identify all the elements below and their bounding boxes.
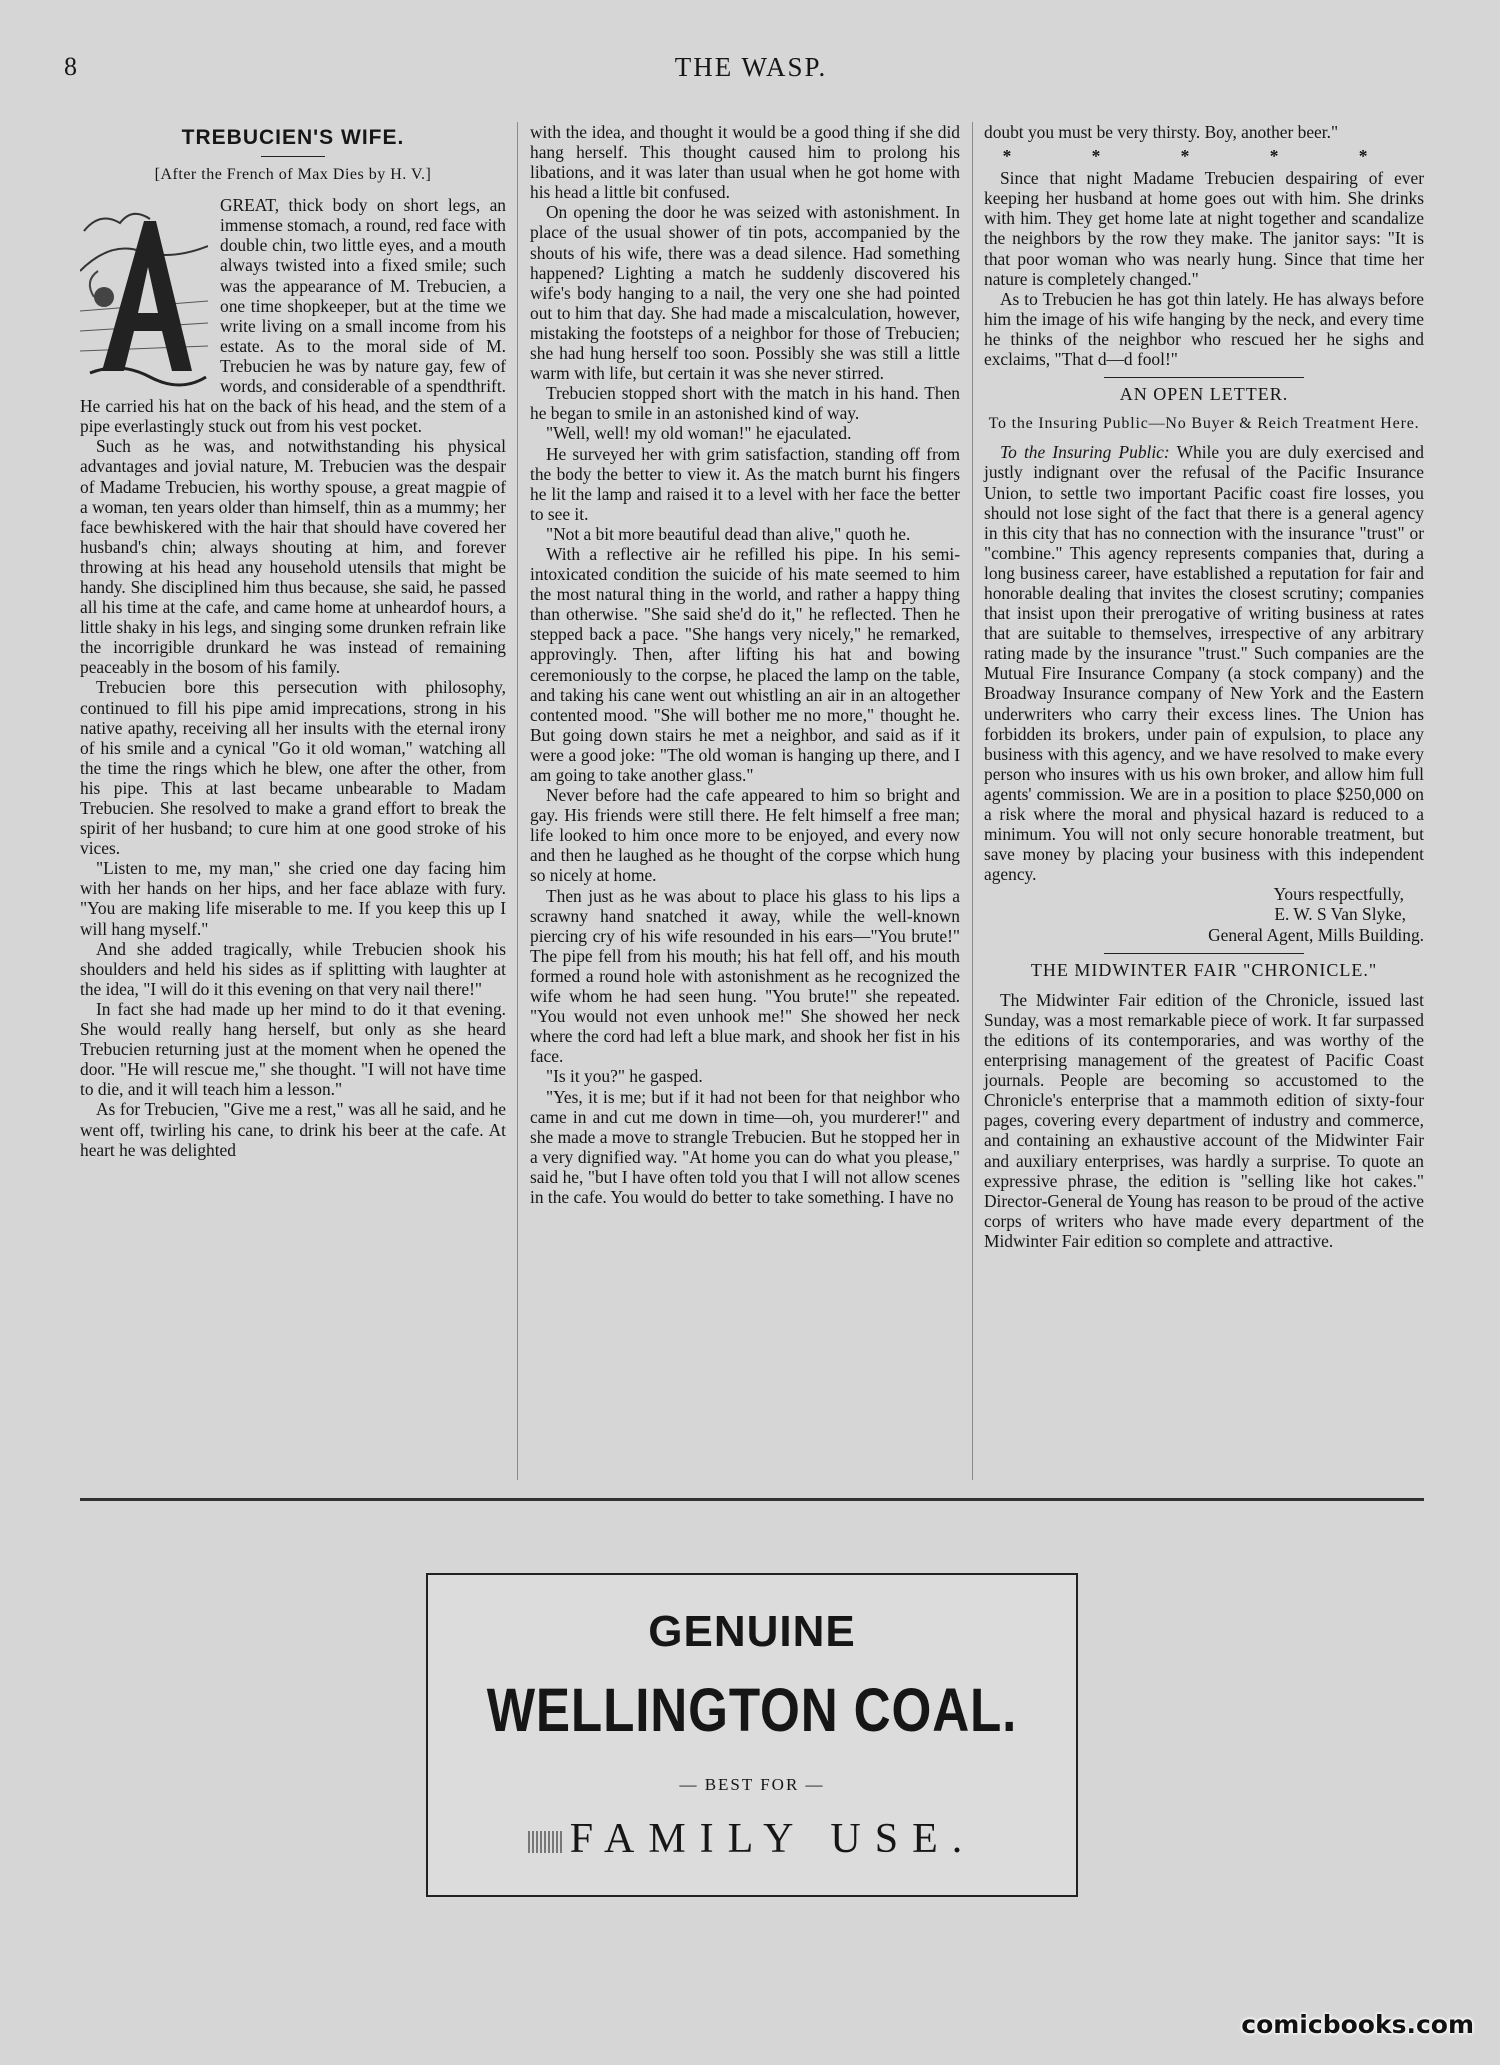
article-paragraph: On opening the door he was seized with astonishment. In place of the usual shower of tin pots, accompanied by the shouts of his wife, there was a dead silence. Had something happened? Lighting a match he suddenly discovered his wife's body hanging to a nail, the very one she had pointed out to him that day. She had made a miscalculation, however, mistaking the footsteps of a neighbor for those of Trebucien; she had hung herself too soon. Possibly she was still a little warm with life, but certain it was she never stirred. [530,202,960,384]
letter-a-icon [80,201,208,387]
midwinter-title: THE MIDWINTER FAIR "CHRONICLE." [1030,959,1378,980]
article-paragraph: GREAT, thick body on short legs, an immense stomach, a round, red face with double chin, two little eyes, and a mouth always twisted into a fixed smile; such was the appearance of M. Trebucien, a one time shopkeeper, but at the time we write living on a small income from his estate. As to the moral side of M. Trebucien he was by nature gay, few of words, and considerable of a spendthrift. He carried his hat on the back of his head, and the stem of a pipe everlastingly stuck out from his vest pocket. [80,195,506,437]
advertisement [426,1573,1078,1897]
article-paragraph: Trebucien bore this persecution with philosophy, continued to fill his pipe amid imprecations, strong in his native apathy, receiving all her insults with the eternal irony of his smile and a cynical "Go it old woman," watching all the time the rings which he blew, one after the other, from his pipe. This at last became unbearable to Madam Trebucien. She resolved to make a grand effort to break the spirit of her husband; to cure him at one good stroke of his vices. [80,677,506,859]
ad-line-genuine: GENUINE [648,1607,856,1656]
article-byline: [After the French of Max Dies by H. V.] [154,166,432,184]
article-paragraph: He surveyed her with grim satisfaction, standing off from the body the better to view it. As the match burnt his fingers he lit the lamp and raised it to a level with her face the better to see it. [530,443,960,524]
article-paragraph: Then just as he was about to place his glass to his lips a scrawny hand snatched it away, while the well-known piercing cry of his wife resounded in his ears—"You brute!" The pipe fell from his mouth; his hat fell off, and his mouth formed a round hole with astonishment as he recognized the wife whom he had seen hung. "You brute!" she repeated. "You would not even unhook me!" She showed her neck where the cord had left a blue mark, and shook her fist in his face. [530,885,960,1067]
ad-line-wellington-coal: WELLINGTON COAL. [486,1676,1018,1744]
article-paragraph: Never before had the cafe appeared to him so bright and gay. His friends were still there. He felt himself a free man; life looked to him once more to be enjoyed, and every now and then he laughed as he thought of the corpse which hung so nicely at home. [530,785,960,886]
letter-closing: Yours respectfully, [1273,884,1404,905]
article-paragraph: In fact she had made up her mind to do it that evening. She would really hang herself, but only as she heard Trebucien returning just at the moment when he opened the door. "He will rescue me," she thought. "I will not have time to die, and it will teach him a lesson." [80,998,506,1100]
article-paragraph: As to Trebucien he has got thin lately. He has always before him the image of his wife hanging by the neck, and every time he thinks of the neighbor who rescued her he sighs and exclaims, "That d—d fool!" [984,288,1424,370]
letter-body: While you are duly exercised and justly indignant over the refusal of the Pacific Insurance Union, to settle two important Pacific coast fire losses, you should not lose sight of the fact that there is a general agency in this city that has no connection with the insurance "trust" or "combine." This agency represents companies that, during a long business career, have established a reputation for fair and honorable dealing that invites the closest scrutiny; companies that insist upon their prerogative of writing business at rates that are suitable to themselves, irrespective of any arbitrary rating made by the insurance "trust." Such companies are the Mutual Fire Insurance Company (a stock company) and the Broadway Insurance company of New York and the Eastern underwriters who carry their excess lines. The Union has forbidden its brokers, under pain of expulsion, to place any business with this agency, and we have resolved to make every person who insures with us his own broker, and allow him full agents' commission. We are in a position to place $250,000 on a risk where the moral and physical hazard is reduced to a minimum. You will not only secure honorable treatment, but save money by placing your business with this independent agency. [984,442,1424,885]
section-rule [1104,953,1304,954]
masthead: THE WASP. [674,52,828,82]
article-title: TREBUCIEN'S WIFE. [181,126,405,149]
letter-signer-title: General Agent, Mills Building. [1208,924,1424,945]
letter-signer: E. W. S Van Slyke, [1274,904,1406,925]
ad-line-best-for: — BEST FOR — [679,1775,825,1794]
article-paragraph: doubt you must be very thirsty. Boy, another beer." [984,122,1339,142]
section-rule [1104,377,1304,378]
article-paragraph: Since that night Madame Trebucien despairing of ever keeping her husband at home goes out with him. She drinks with him. They get home late at night together and scandalize the neighbors by the row they make. The janitor says: "It is that poor woman who was nearly hung. Since that time her nature is completely changed." [984,168,1424,289]
letter-title: AN OPEN LETTER. [1119,384,1289,405]
page-header [64,52,1438,92]
section-stars: * * * * * [1002,146,1406,167]
column-divider [972,122,973,1480]
article-paragraph: with the idea, and thought it would be a good thing if she did hang herself. This thought caused him to prolong his libations, and it was later than usual when he got home with his head a little bit confused. [530,122,960,203]
article-paragraph: "Yes, it is me; but if it had not been for that neighbor who came in and cut me down in time—oh, you murderer!" and she made a move to strangle Trebucien. But he stopped her in a very dignified way. "At home you can do what you please," said he, "but I have often told you that I will not allow scenes in the cafe. You would do better to take something. I have no [530,1086,960,1207]
column-divider [517,122,518,1480]
ad-family-text: FAMILY USE. [569,1816,977,1862]
letter-subtitle: To the Insuring Public—No Buyer & Reich Treatment Here. [988,415,1420,433]
article-paragraph: "Is it you?" he gasped. [546,1066,703,1087]
letter-salutation: To the Insuring Public: [1000,442,1170,463]
title-rule [261,156,325,157]
column-2 [530,122,960,1207]
article-paragraph: "Listen to me, my man," she cried one day facing him with her hands on her hips, and her face ablaze with fury. "You are making life miserable to me. If you keep this up I will hang myself." [80,858,506,939]
article-paragraph: And she added tragically, while Trebucien shook his shoulders and held his sides as if splitting with laughter at the idea, "I will do it this evening on that very nail there!" [80,938,506,999]
article-paragraph: Trebucien stopped short with the match in his hand. Then he began to smile in an astonished kind of way. [530,383,960,424]
ornament-icon [528,1831,564,1853]
column-3 [984,122,1424,1251]
column-1 [80,122,506,1160]
watermark: comicbooks.com [1241,2010,1474,2039]
article-paragraph: "Not a bit more beautiful dead than alive," quoth he. [546,523,911,544]
article-paragraph: As for Trebucien, "Give me a rest," was all he said, and he went off, twirling his cane, to drink his beer at the cafe. At heart he was delighted [80,1099,506,1160]
drop-cap-illustration [80,201,208,387]
page-number: 8 [64,52,77,81]
bottom-rule [80,1498,1424,1501]
article-paragraph: Such as he was, and notwithstanding his physical advantages and jovial nature, M. Trebucien was the despair of Madame Trebucien, his worthy spouse, a great magpie of a woman, ten years older than himself, thin as a mummy; her face bewhiskered with the hair that should have covered her husband's chin; always shouting at him, and forever throwing at his head any household utensils that might be handy. She disciplined him thus because, she said, he passed all his time at the cafe, and came home at unheardof hours, a little shaky in his legs, and singing some drunken refrain like the incorrigible drunkard he was instead of remaining peaceably in the bosom of his family. [80,436,506,678]
ad-line-family-use [428,1815,1076,1863]
midwinter-body: The Midwinter Fair edition of the Chronicle, issued last Sunday, was a most remarkable piece of work. It far surpassed the editions of its contemporaries, and was worthy of the enterprising management of the greatest of Pacific Coast journals. People are becoming so accustomed to the Chronicle's enterprise that a mammoth edition of sixty-four pages, covering every department of industry and commerce, and containing an exhaustive account of the Midwinter Fair and auxiliary enterprises, was hardly a surprise. To quote an expressive phrase, the edition is "selling like hot cakes." Director-General de Young has reason to be proud of the active corps of writers who have made every department of the Midwinter Fair edition so complete and attractive. [984,989,1424,1251]
article-paragraph: With a reflective air he refilled his pipe. In his semi-intoxicated condition the suicide of his mate seemed to him the most natural thing in the world, and rather a happy thing than otherwise. "She said she'd do it," he reflected. Then he stepped back a pace. "She hangs very nicely," he remarked, approvingly. Then, after lifting his hat and bowing ceremoniously to the corpse, he placed the lamp on the table, and taking his cane went out whistling an air in an altogether contented mood. "She will bother me no more," thought he. But going down stairs he met a neighbor, and said as if it were a good joke: "The old woman is hanging up there, and I am going to take another glass." [530,543,960,785]
article-paragraph: "Well, well! my old woman!" he ejaculated. [546,423,852,444]
